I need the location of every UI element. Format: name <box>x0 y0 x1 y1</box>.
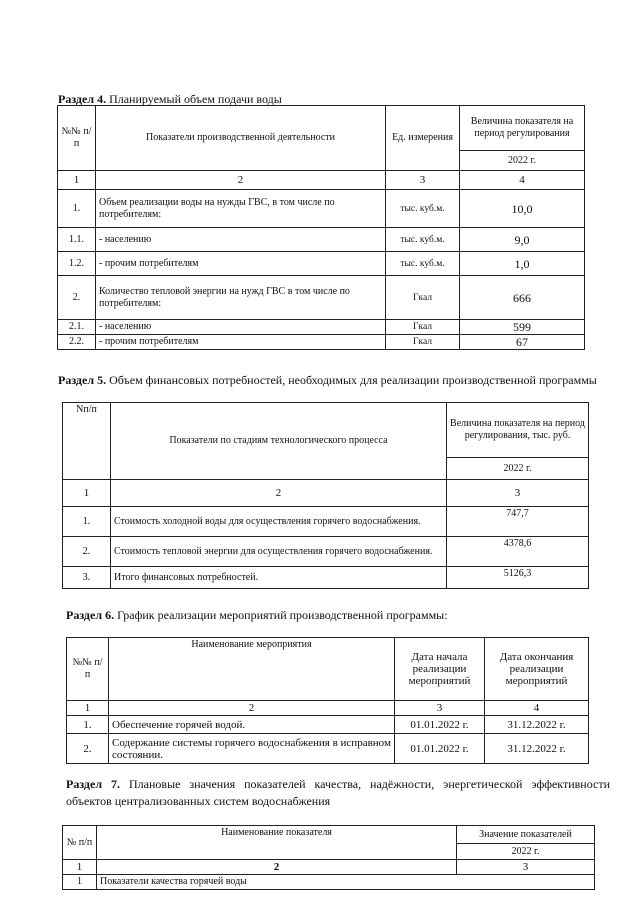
row-name: Стоимость холодной воды для осуществления горячего водоснабжения. <box>111 507 447 537</box>
s7-index-cell: 1 <box>63 860 97 875</box>
section-6-table <box>66 637 589 764</box>
s6-header-name: Наименование мероприятия <box>109 638 395 701</box>
s4-index-cell: 2 <box>96 171 386 190</box>
s7-index-cell: 2 <box>97 860 457 875</box>
row-value: 5126,3 <box>447 567 589 589</box>
table-row <box>58 335 585 350</box>
s6-index-cell: 2 <box>109 701 395 716</box>
row-start-date: 01.01.2022 г. <box>395 734 485 764</box>
row-number: 3. <box>63 567 111 589</box>
section-6-prefix: Раздел 6. <box>66 608 115 622</box>
s6-index-cell: 3 <box>395 701 485 716</box>
s4-index-cell: 3 <box>386 171 460 190</box>
row-value: 10,0 <box>460 190 585 228</box>
table-row <box>58 276 585 320</box>
table-row <box>63 875 595 890</box>
row-unit: тыс. куб.м. <box>386 190 460 228</box>
section-7-heading: Плановые значения показателей качества, надёжности, энергетической эффективности объектов централизованных систем водоснабжения <box>66 777 611 808</box>
s7-index-cell: 3 <box>457 860 595 875</box>
s5-header-indicator: Показатели по стадиям технологического процесса <box>111 403 447 480</box>
s4-index-row <box>58 171 585 190</box>
row-number: 1. <box>58 190 96 228</box>
row-value: 1,0 <box>460 252 585 276</box>
s7-header-value: Значение показателей <box>457 826 595 844</box>
section-6-title <box>66 608 586 622</box>
row-unit: тыс. куб.м. <box>386 252 460 276</box>
s7-header-no: № п/п <box>63 826 97 860</box>
row-name: - населению <box>96 320 386 335</box>
s6-header-end: Дата окончания реализации мероприятий <box>485 638 589 701</box>
s4-header-no: №№ п/п <box>58 106 96 171</box>
row-unit: Гкал <box>386 335 460 350</box>
row-name: - населению <box>96 228 386 252</box>
section-5-table <box>62 402 589 589</box>
row-name: Объем реализации воды на нужды ГВС, в том числе по потребителям: <box>96 190 386 228</box>
section-7-table <box>62 825 595 890</box>
row-name: Итого финансовых потребностей. <box>111 567 447 589</box>
table-row <box>67 716 589 734</box>
s5-header-value: Величина показателя на период регулирования, тыс. руб. <box>447 403 589 458</box>
row-number: 1.1. <box>58 228 96 252</box>
s6-header-start: Дата начала реализации мероприятий <box>395 638 485 701</box>
table-row <box>58 320 585 335</box>
s7-header-name: Наименование показателя <box>97 826 457 860</box>
row-number: 1 <box>63 875 97 890</box>
section-5-heading: Объем финансовых потребностей, необходимых для реализации производственной программы <box>109 373 597 387</box>
s4-header-year: 2022 г. <box>460 151 585 171</box>
s4-header-value: Величина показателя на период регулирования <box>460 106 585 151</box>
row-name: Количество тепловой энергии на нужд ГВС в том числе по потребителям: <box>96 276 386 320</box>
table-row <box>63 567 589 589</box>
table-row <box>63 507 589 537</box>
row-unit: Гкал <box>386 320 460 335</box>
row-unit: Гкал <box>386 276 460 320</box>
row-number: 2. <box>67 734 109 764</box>
row-number: 2. <box>63 537 111 567</box>
row-number: 2.1. <box>58 320 96 335</box>
section-5-title <box>58 373 638 387</box>
row-end-date: 31.12.2022 г. <box>485 716 589 734</box>
s4-index-cell: 4 <box>460 171 585 190</box>
row-value: 67 <box>460 335 585 350</box>
row-name: Стоимость тепловой энергии для осуществления горячего водоснабжения. <box>111 537 447 567</box>
s4-index-cell: 1 <box>58 171 96 190</box>
s4-header-indicator: Показатели производственной деятельности <box>96 106 386 171</box>
section-4-heading: Планируемый объем подачи воды <box>109 92 282 106</box>
row-value: 599 <box>460 320 585 335</box>
table-row <box>63 537 589 567</box>
section-4-title <box>58 92 458 106</box>
s5-header-year: 2022 г. <box>447 458 589 480</box>
section-7-title <box>66 776 610 810</box>
row-name: Показатели качества горячей воды <box>97 875 595 890</box>
s6-header-no: №№ п/п <box>67 638 109 701</box>
section-4-prefix: Раздел 4. <box>58 92 107 106</box>
s5-index-cell: 2 <box>111 480 447 507</box>
row-number: 1.2. <box>58 252 96 276</box>
row-name: Обеспечение горячей водой. <box>109 716 395 734</box>
row-end-date: 31.12.2022 г. <box>485 734 589 764</box>
row-start-date: 01.01.2022 г. <box>395 716 485 734</box>
s5-index-cell: 1 <box>63 480 111 507</box>
row-number: 2. <box>58 276 96 320</box>
section-7-prefix: Раздел 7. <box>66 777 121 791</box>
table-row <box>58 190 585 228</box>
row-number: 1. <box>63 507 111 537</box>
row-unit: тыс. куб.м. <box>386 228 460 252</box>
table-row <box>58 228 585 252</box>
s7-header-year: 2022 г. <box>457 844 595 860</box>
row-number: 2.2. <box>58 335 96 350</box>
s5-index-row <box>63 480 589 507</box>
s6-index-row <box>67 701 589 716</box>
s5-index-cell: 3 <box>447 480 589 507</box>
s4-header-unit: Ед. измерения <box>386 106 460 171</box>
section-5-prefix: Раздел 5. <box>58 373 107 387</box>
row-name: Содержание системы горячего водоснабжения в исправном состоянии. <box>109 734 395 764</box>
s6-index-cell: 1 <box>67 701 109 716</box>
table-row <box>67 734 589 764</box>
row-number: 1. <box>67 716 109 734</box>
row-name: - прочим потребителям <box>96 252 386 276</box>
row-name: - прочим потребителям <box>96 335 386 350</box>
section-4-table <box>57 105 585 350</box>
table-row <box>58 252 585 276</box>
row-value: 4378,6 <box>447 537 589 567</box>
s6-index-cell: 4 <box>485 701 589 716</box>
s5-header-no: Nп/п <box>63 403 111 480</box>
row-value: 666 <box>460 276 585 320</box>
s7-index-row <box>63 860 595 875</box>
row-value: 9,0 <box>460 228 585 252</box>
section-6-heading: График реализации мероприятий производственной программы: <box>117 608 448 622</box>
row-value: 747,7 <box>447 507 589 537</box>
